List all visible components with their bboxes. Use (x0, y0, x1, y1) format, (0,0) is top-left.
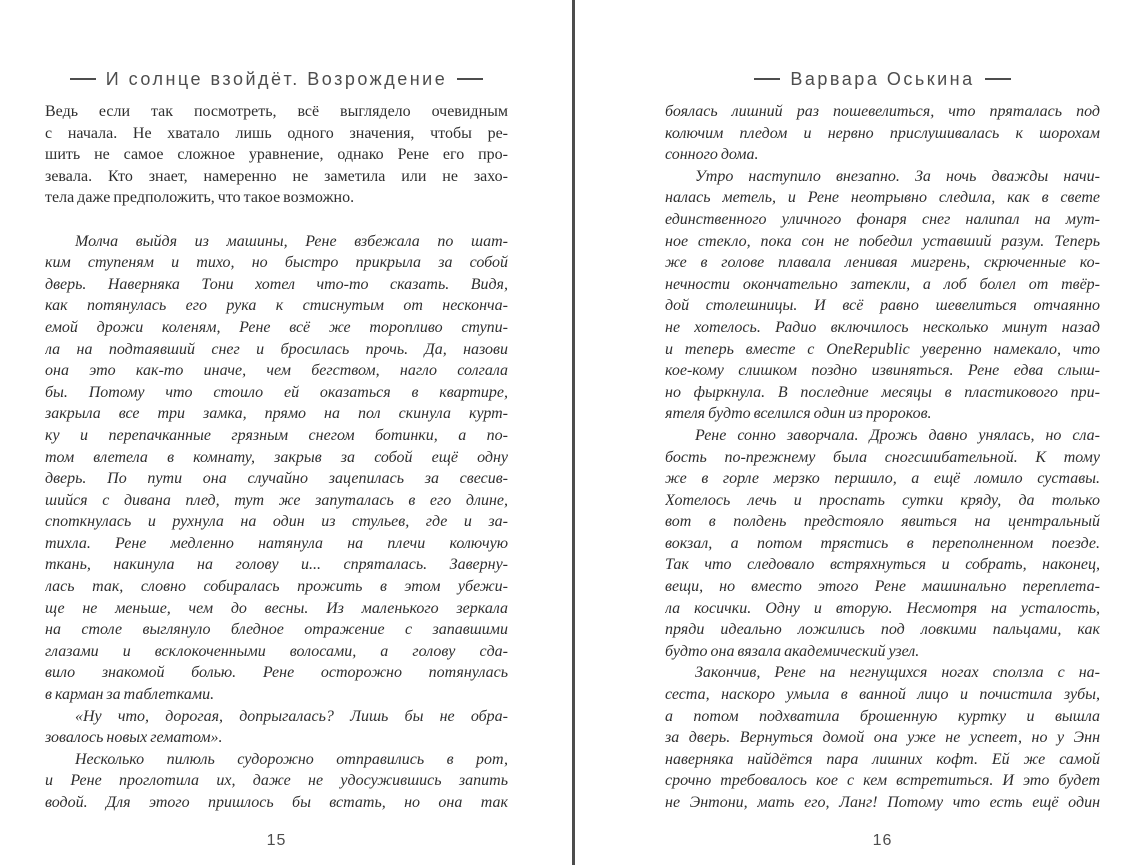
text-line: шить не самое сложное уравнение, однако Рене его про- (45, 146, 508, 164)
text-line: зевала. Кто знает, намеренно не заметила или не захо- (45, 167, 508, 185)
text-line: бы. Потому что стоило ей оказаться в квартире, (45, 383, 508, 401)
header-dash-right-icon (457, 78, 483, 80)
text-line: Хотелось лечь и проспать сутки кряду, да только (665, 491, 1100, 509)
page-left-running-head (45, 64, 508, 94)
author-name-running-head: Варвара Оськина (790, 69, 975, 89)
text-line: не Энтони, мать его, Ланг! Потому что есть ещё один (665, 794, 1100, 811)
text-line: Несколько пилюль судорожно отправились в рот, (75, 750, 508, 768)
text-line: Утро наступило внезапно. За ночь дважды начи- (695, 167, 1100, 185)
text-line: за дверь. Вернуться домой она уже не успеет, но у Энн (665, 729, 1100, 747)
text-line: срочно требовалось кое с кем встретиться. И это будет (665, 772, 1100, 790)
text-line: ткань, накинула на голову и... спряталась. Заверну- (45, 556, 508, 574)
text-line: же в голове плавала ленивая мигрень, скрюченные ко- (665, 254, 1100, 272)
header-dash-left-icon (754, 78, 780, 80)
text-line: ла косички. Одну и вторую. Несмотря на усталость, (665, 599, 1100, 617)
text-line: том влетела в комнату, закрыв за собой ещё одну (45, 448, 508, 466)
page-right (665, 64, 1100, 854)
text-line: вот в полдень предстояло явиться на центральный (665, 513, 1100, 531)
text-line: нечности окончательно затекли, а лоб болел от твёр- (665, 275, 1100, 293)
text-line: лась так, словно собиралась прожить в этом убежи- (45, 578, 508, 596)
text-line: кое-кому слишком поздно извиняться. Рене едва слыш- (665, 362, 1100, 380)
text-line: Ведь если так посмотреть, всё выглядело очевидным (45, 103, 508, 120)
page-number-right: 16 (872, 832, 893, 849)
text-line: на столе выглянуло бледное отражение с запавшими (45, 621, 508, 639)
header-dash-right-icon (985, 78, 1011, 80)
text-line: бость по-прежнему была сногсшибательной. К тому (665, 448, 1100, 466)
text-line: единственного уличного фонаря снег налипал на мут- (665, 210, 1100, 228)
text-line: Рене сонно заворчала. Дрожь давно унялась, но сла- (695, 426, 1100, 444)
text-line: Молча выйдя из машины, Рене взбежала по шат- (75, 232, 508, 250)
text-line: но фыркнула. В последние месяцы в пластикового при- (665, 383, 1100, 401)
text-line: тела даже предположить, что такое возможно. (45, 189, 355, 207)
text-line: тихла. Рене медленно натянула на плечи колючую (45, 534, 508, 552)
text-line: ла на подтаявший снег и бросилась прочь. Да, назови (45, 340, 508, 358)
text-line: Закончив, Рене на негнущихся ногах сползла с на- (695, 664, 1100, 682)
text-line: ким ступеням и тихо, но быстро прикрыла за собой (45, 254, 508, 272)
text-line: сонного дома. (665, 146, 759, 164)
page-right-running-head (665, 64, 1100, 94)
text-line: ще не меньше, чем до весны. Из маленького зеркала (45, 599, 508, 617)
page-left-text-block (45, 101, 508, 814)
text-line: с начала. Не хватало лишь одного значения, чтобы ре- (45, 124, 508, 142)
text-line: дверь. По пути она случайно зацепилась за свесив- (45, 470, 508, 488)
page-gutter-divider (572, 0, 575, 865)
text-line: сеста, наскоро умыла в ванной лицо и почистила зубы, (665, 686, 1100, 704)
text-line: глазами и всклокоченными волосами, а голову сда- (45, 642, 508, 660)
text-line: вещи, но вместо этого Рене машинально переплета- (665, 578, 1100, 596)
text-line: и теперь вместе с OneRepublic уверенно намекало, что (665, 340, 1100, 358)
text-line: наверняка найдётся пара лишних кофт. Ей же самой (665, 750, 1100, 768)
text-line: зовалось новых гематом». (45, 729, 223, 747)
text-line: в карман за таблетками. (45, 686, 215, 704)
text-line: налась метель, и Рене неотрывно следила, как в свете (665, 189, 1100, 207)
text-line: емой дрожи коленям, Рене всё же торопливо ступи- (45, 318, 508, 336)
text-line: пряди идеально ложились под ловкими пальцами, как (665, 621, 1100, 639)
text-line: ку и перепачканные грязным снегом ботинки, а по- (45, 426, 508, 444)
text-line: боялась лишний раз пошевелиться, что пряталась под (665, 103, 1100, 120)
text-line: как потянулась его рука к стиснутым от несконча- (45, 297, 508, 315)
text-line: ное стекло, пока сон не победил уставший разум. Теперь (665, 232, 1100, 250)
text-line: не хотелось. Радио включилось несколько минут назад (665, 318, 1100, 336)
text-line: закрыла все три замка, прямо на пол скинула курт- (45, 405, 508, 423)
text-line: дверь. Наверняка Тони хотел что-то сказать. Видя, (45, 275, 508, 293)
page-number-left: 15 (266, 832, 287, 849)
text-line: ятеля будто вселился один из пророков. (665, 405, 932, 423)
text-line: Так что следовало встряхнуться и собрать, наконец, (665, 556, 1100, 574)
page-right-text-block (665, 101, 1100, 814)
book-title-running-head: И солнце взойдёт. Возрождение (105, 69, 448, 89)
text-line: дой столешницы. И всё равно шевелиться отчаянно (665, 297, 1100, 315)
text-line: же в горле мерзко першило, а ещё ломило суставы. (665, 470, 1100, 488)
text-line: вокзал, а потом трястись в переполненном поезде. (665, 534, 1100, 552)
text-line: шийся с дивана плед, тут же запуталась в его длине, (45, 491, 508, 509)
text-line: и Рене проглотила их, даже не удосужившись запить (45, 772, 508, 790)
text-line: колючим пледом и нервно прислушивалась к шорохам (665, 124, 1100, 142)
page-left (45, 64, 508, 854)
text-line: «Ну что, дорогая, допрыгалась? Лишь бы не обра- (75, 707, 508, 725)
header-dash-left-icon (70, 78, 96, 80)
text-line: будто она вязала академический узел. (665, 642, 920, 660)
text-line: а потом подхватила брошенную куртку и вышла (665, 707, 1100, 725)
text-line: водой. Для этого пришлось бы встать, но она так (45, 794, 508, 811)
text-line: споткнулась и рухнула на один из стульев, где и за- (45, 513, 508, 531)
text-line: вило знакомой болью. Рене осторожно потянулась (45, 664, 508, 682)
text-line: она это как-то иначе, чем бегством, нагло солгала (45, 362, 508, 380)
blank-line (45, 209, 508, 231)
